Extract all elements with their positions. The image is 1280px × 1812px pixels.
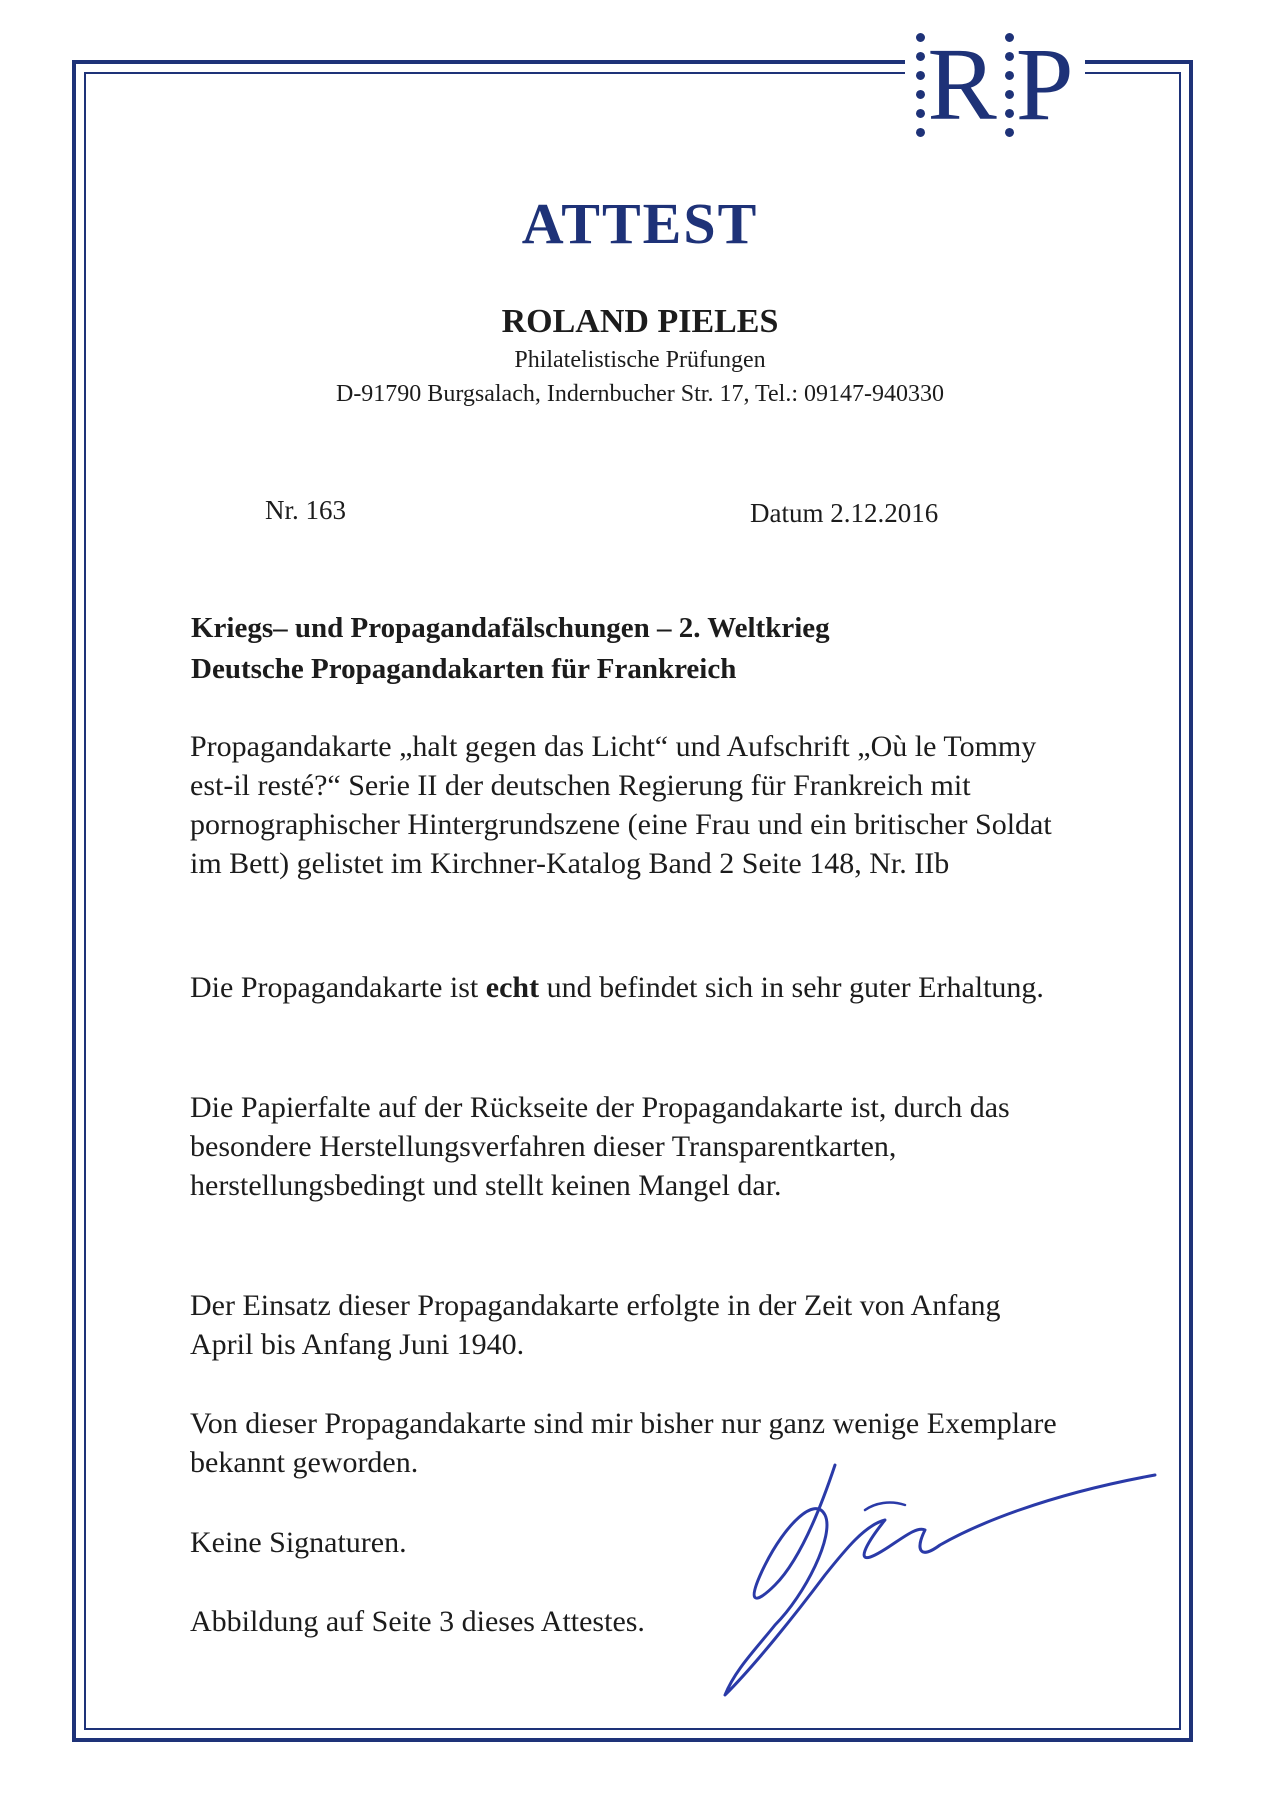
- illustration-note: Abbildung auf Seite 3 dieses Attestes.: [190, 1605, 645, 1638]
- logo-letter-r: R: [916, 33, 996, 137]
- authenticity-verdict: echt: [485, 971, 540, 1004]
- certificate-date: Datum 2.12.2016: [750, 498, 939, 528]
- subject-heading-1: Kriegs– und Propagandafälschungen – 2. Weltkrieg: [191, 612, 830, 644]
- examiner-name: ROLAND PIELES: [501, 303, 779, 340]
- usage-period-paragraph: Der Einsatz dieser Propagandakarte erfolgte in der Zeit von Anfang April bis Anfang Juni 1940.: [190, 1289, 1001, 1361]
- certificate-number: Nr. 163: [265, 495, 346, 525]
- description-paragraph: Propagandakarte „halt gegen das Licht“ und Aufschrift „Où le Tommy est-il resté?“ Serie II der deutschen Regierung für Frankreich mit pornographischer Hintergrundszene (eine Frau und ein britischer Soldat im Bett) gelistet im Kirchner-Katalog Band 2 Seite 148, Nr. IIb: [190, 730, 1052, 880]
- document-title: ATTEST: [521, 191, 759, 256]
- authenticity-paragraph: [190, 968, 1060, 1007]
- subject-heading-2: Deutsche Propagandakarten für Frankreich: [191, 653, 737, 685]
- authenticity-text-start: Die Propagandakarte ist: [190, 971, 486, 1004]
- logo-letter-p: P: [1005, 33, 1074, 137]
- rarity-paragraph: Von dieser Propagandakarte sind mir bisher nur ganz wenige Exemplare bekannt geworden.: [190, 1407, 1057, 1479]
- examiner-subtitle: Philatelistische Prüfungen: [514, 347, 766, 373]
- handwritten-signature: [715, 1455, 1165, 1705]
- authenticity-text-end: und befindet sich in sehr guter Erhaltung.: [539, 971, 1044, 1004]
- signatures-note: Keine Signaturen.: [190, 1526, 407, 1559]
- rp-logo: [910, 27, 1080, 142]
- examiner-address: D-91790 Burgsalach, Indernbucher Str. 17, Tel.: 09147-940330: [335, 381, 944, 407]
- fold-paragraph: Die Papierfalte auf der Rückseite der Propagandakarte ist, durch das besondere Herstellungsverfahren dieser Transparentkarten, herstellungsbedingt und stellt keinen Mangel dar.: [190, 1091, 1010, 1202]
